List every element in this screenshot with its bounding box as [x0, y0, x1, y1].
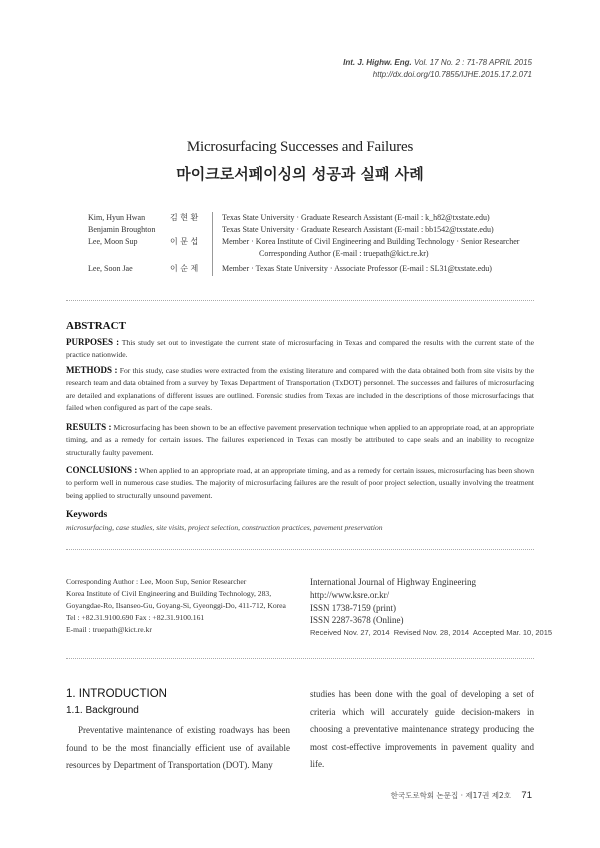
- divider: [66, 658, 534, 659]
- subsection-heading: 1.1. Background: [66, 705, 139, 716]
- conclusions-text: When applied to an appropriate road, at an appropriate timing, and as a remedy for certain issues, microsurfacing has been shown to perform well in numerous case studies. The majority of microsurfacing failures are the result of poor project selection, usually involving the treatment being applied to structurally unsound pavement.: [66, 466, 535, 500]
- issn-print: ISSN 1738-7159 (print): [310, 602, 396, 613]
- correspondence-line: E-mail : truepath@kict.re.kr: [66, 625, 152, 634]
- revised-label: Revised: [393, 628, 421, 638]
- accepted-date: Mar. 10, 2015: [506, 628, 553, 638]
- author-affiliation: Member · Korea Institute of Civil Engineering and Building Technology · Senior Researcher: [222, 237, 520, 246]
- issn-online: ISSN 2287-3678 (Online): [310, 615, 404, 626]
- author-name-en: Lee, Soon Jae: [88, 264, 133, 273]
- keywords-heading: Keywords: [66, 510, 108, 520]
- abstract-conclusions: [66, 464, 534, 502]
- correspondence-block: [66, 576, 286, 636]
- journal-abbrev: Int. J. Highw. Eng.: [343, 58, 412, 67]
- results-label: RESULTS :: [66, 422, 112, 432]
- correspondence-line: Corresponding Author : Lee, Moon Sup, Senior Researcher: [66, 577, 247, 586]
- author-affiliation: Texas State University · Graduate Research Assistant (E-mail : bb1542@txstate.edu): [222, 225, 494, 234]
- received-dates: [310, 627, 552, 640]
- doi-link[interactable]: http://dx.doi.org/10.7855/IJHE.2015.17.2.071: [372, 70, 532, 79]
- conclusions-label: CONCLUSIONS :: [66, 465, 138, 475]
- intro-left-column: Preventative maintenance of existing roadways has been found to be the most financially efficient use of available resources by Department of Transportation (DOT). Many: [66, 725, 290, 770]
- purposes-text: This study set out to investigate the current state of microsurfacing in Texas and compared the results with the current state of the practice nationwide.: [66, 338, 534, 360]
- keywords-list: microsurfacing, case studies, site visits, project selection, construction practices, pavement preservation: [66, 523, 383, 532]
- correspondence-line: Korea Institute of Civil Engineering and Building Technology, 283,: [66, 589, 272, 598]
- title-english: Microsurfacing Successes and Failures: [186, 139, 414, 155]
- journal-name: International Journal of Highway Engineering: [310, 577, 476, 587]
- received-date: Nov. 27, 2014: [343, 628, 390, 638]
- abstract-heading: ABSTRACT: [66, 320, 126, 332]
- divider: [66, 549, 534, 550]
- received-label: Received: [310, 628, 342, 638]
- page-number: 71: [521, 790, 532, 801]
- revised-date: Nov. 28, 2014: [422, 628, 470, 638]
- corresponding-author-note: Corresponding Author (E-mail : truepath@kict.re.kr): [259, 249, 429, 258]
- abstract-results: [66, 421, 534, 459]
- title-korean: 마이크로서페이싱의 성공과 실패 사례: [176, 165, 424, 183]
- author-affiliation: Texas State University · Graduate Research Assistant (E-mail : k_h82@txstate.edu): [222, 213, 490, 222]
- journal-citation: [343, 58, 532, 67]
- author-name-en: Lee, Moon Sup: [88, 237, 138, 246]
- author-name-en: Kim, Hyun Hwan: [88, 213, 146, 222]
- author-name-ko: 이 순 제: [170, 264, 199, 273]
- author-affiliation: Member · Texas State University · Associate Professor (E-mail : SL31@txstate.edu): [222, 264, 492, 273]
- divider: [66, 300, 534, 301]
- journal-issue: Vol. 17 No. 2 : 71-78 APRIL 2015: [413, 58, 532, 67]
- page-footer: [391, 790, 532, 801]
- accepted-label: Accepted: [472, 628, 505, 638]
- methods-text: For this study, case studies were extracted from the existing literature and compared with the data obtained both from site visits by the research team and data obtained from a survey by Texas Department of Transportation (TxDOT) personnel. The successes and failures of microsurfacing are detailed and explanations of different issues are outlined. Forensic studies from Texas are included in the descriptions of those microsurfacings that failed when configured as part of the cape seals.: [66, 366, 534, 412]
- section-heading: 1. INTRODUCTION: [66, 688, 167, 700]
- methods-label: METHODS :: [66, 365, 118, 375]
- abstract-methods: [66, 364, 534, 414]
- journal-url[interactable]: http://www.ksre.or.kr/: [310, 589, 390, 600]
- correspondence-line: Tel : +82.31.9100.690 Fax : +82.31.9100.161: [66, 613, 205, 622]
- abstract-purposes: [66, 336, 534, 362]
- footer-journal: 한국도로학회 논문집 · 제17권 제2호: [390, 791, 512, 800]
- author-name-ko: 김 현 환: [170, 213, 199, 222]
- intro-right-column: studies has been done with the goal of developing a set of criteria which will accurately guide decision-makers in choosing a preventative maintenance strategy producing the most cost-effective improvements in pavement quality and life.: [310, 689, 534, 769]
- results-text: Microsurfacing has been shown to be an effective pavement preservation technique when applied to an appropriate road, at an appropriate timing, and as a remedy for certain issues. The failures experienced in Texas can mostly be attributed to cape seals and an inability to recognize structurally faulty pavement.: [66, 423, 534, 457]
- author-name-en: Benjamin Broughton: [88, 225, 156, 234]
- journal-info: [310, 576, 552, 640]
- purposes-label: PURPOSES :: [66, 337, 120, 347]
- author-name-ko: 이 문 섭: [170, 237, 199, 246]
- author-divider: [212, 212, 213, 276]
- correspondence-line: Goyangdae-Ro, Ilsanseo-Gu, Goyang-Si, Gyeonggi-Do, 411-712, Korea: [66, 601, 286, 610]
